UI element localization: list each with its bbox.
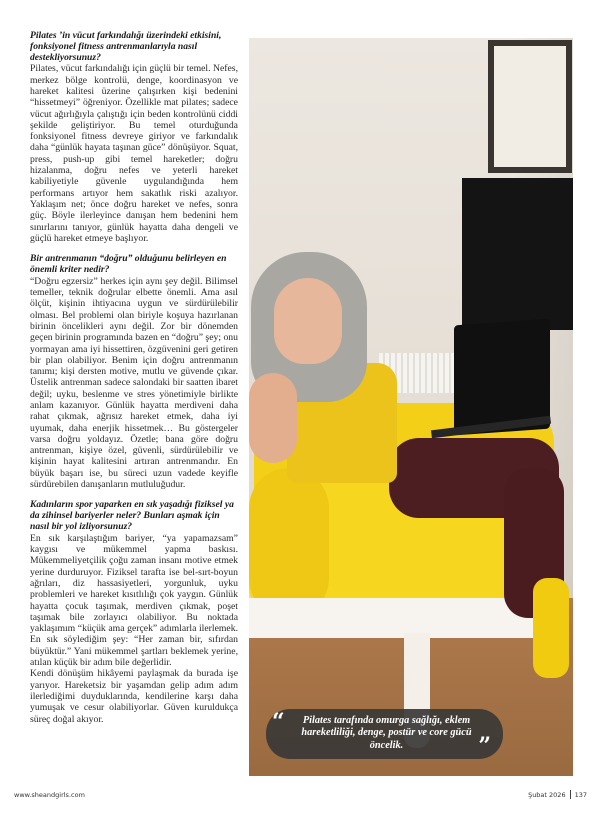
question-3: Kadınların spor yaparken en sık yaşadığı fiziksel ya da zihinsel bariyerler neler? Bunları aşmak için nasıl bir yol izliyorsunuz? <box>30 499 234 532</box>
answer-1: Pilates, vücut farkındalığı için güçlü bir temel. Nefes, merkez bölge kontrolü, denge, koordinasyon ve hareket kalitesi üzerine çalışırken kişi bedenini “hissetmeyi” öğreniyor. Özellikle mat pilates; sadece vücut ağırlığıyla çalıştığı için beden kontrolünü ciddi şekilde geliştiriyor. Bu temel oturduğunda fonksiyonel fitness devreye giriyor ve farkındalık daha “günlük hayata taşınan güce” dönüşüyor. Squat, press, push-up gibi temel hareketler; doğru hizalanma, doğru nefes ve yeterli hareket kabiliyetiyle güvenle uygulandığında hem performans artıyor hem sakatlık riski azalıyor. Yaklaşım net; önce doğru hareket ve nefes, sonra güç. Böyle ilerleyince danışan hem bedenini hem sınırlarını tanıyor, günlük hayatta daha dengeli ve güçlü hareket etmeye başlıyor. <box>30 63 238 244</box>
line-art-print <box>494 46 566 167</box>
question-1: Pilates ’in vücut farkındalığı üzerindeki etkisini, fonksiyonel fitness antrenmanlarıyla nasıl destekliyorsunuz? <box>30 30 222 63</box>
article-photo <box>249 38 573 776</box>
yellow-armchair-arm <box>249 468 329 618</box>
footer-website: www.sheandgirls.com <box>14 791 85 799</box>
footer-divider <box>570 790 571 799</box>
yellow-sock <box>533 578 569 678</box>
quote-close-icon: ” <box>478 733 491 759</box>
footer-issue-info <box>528 790 587 799</box>
page-number: 137 <box>574 790 587 799</box>
wall-art-frame <box>488 40 572 173</box>
quote-open-icon: “ <box>272 709 285 735</box>
answer-3: En sık karşılaştığım bariyer, “ya yapamazsam” kaygısı ve mükemmel yapma baskısı. Mükemmeliyetçilik çoğu zaman insanı motive etmek yerine durduruyor. Fiziksel tarafta ise bel-sırt-boyun ağrıları, diz hassasiyetleri, yorgunluk, uyku problemleri ve hareket kısıtlılığı çok yaygın. Günlük hayatta çocuk taşımak, merdiven çıkmak, poşet taşımak bile zorlayıcı olabiliyor. Bu noktada yaklaşımım “küçük ama gerçek” adımlarla ilerlemek. En sık söylediğim şey: “Her zaman bir, sıfırdan büyüktür.” Yani mükemmel şartları beklemek yerine, atılan küçük bir adım bile değerlidir. <box>30 532 238 669</box>
pull-quote-text: Pilates tarafında omurga sağlığı, eklem hareketliliği, denge, postür ve core gücü öncelik. <box>301 715 472 751</box>
issue-date: Şubat 2026 <box>528 790 566 799</box>
armchair-base <box>249 598 549 638</box>
person-arm <box>249 373 297 463</box>
question-2: Bir antrenmanın “doğru” olduğunu belirleyen en önemli kriter nedir? <box>30 253 227 275</box>
article-column <box>30 31 238 725</box>
answer-3-continued: Kendi dönüşüm hikâyemi paylaşmak da burada işe yarıyor. Hareketsiz bir yaşamdan gelip adım adım ilerlediğimi duyduklarında, kendilerine karşı daha yumuşak ve cesur olabiliyorlar. Güven kuruldukça süreç doğal akıyor. <box>30 668 238 725</box>
television <box>462 178 573 330</box>
pull-quote-box <box>266 709 503 759</box>
person-face <box>274 278 342 364</box>
answer-2: “Doğru egzersiz” herkes için aynı şey değil. Bilimsel temeller, teknik doğrular elbette önemli. Ama asıl ölçüt, kişinin ihtiyacına uygun ve sürdürülebilir olması. Bel problemi olan biriyle koşuya hazırlanan birinin öncelikleri aynı değil. Zor bir dönemden geçen birinin programında bazen en “doğru” şey; onu yormayan ama iyi hissettiren, özgüvenini geri getiren bir plan olabiliyor. Benim için doğru antrenmanın tanımı; kişi dersten motive, mutlu ve güvende çıkar. Üstelik antrenman sadece salondaki bir saatten ibaret değil; uyku, beslenme ve stres yönetimiyle birlikte anlam kazanıyor. Günlük hayatta merdiveni daha rahat çıkmak, ağrısız hareket etmek, daha iyi uyumak, daha enerjik hissetmek… Bu göstergeler varsa doğru yoldayız. Özetle; bana göre doğru antrenman, kişiye özel, güvenli, sürdürülebilir ve kişinin hayat kalitesini artıran antrenmandır. En büyük başarı ise, bu süreci uzun vadede keyifle sürdürebilen danışanların mutluluğudur. <box>30 275 238 491</box>
